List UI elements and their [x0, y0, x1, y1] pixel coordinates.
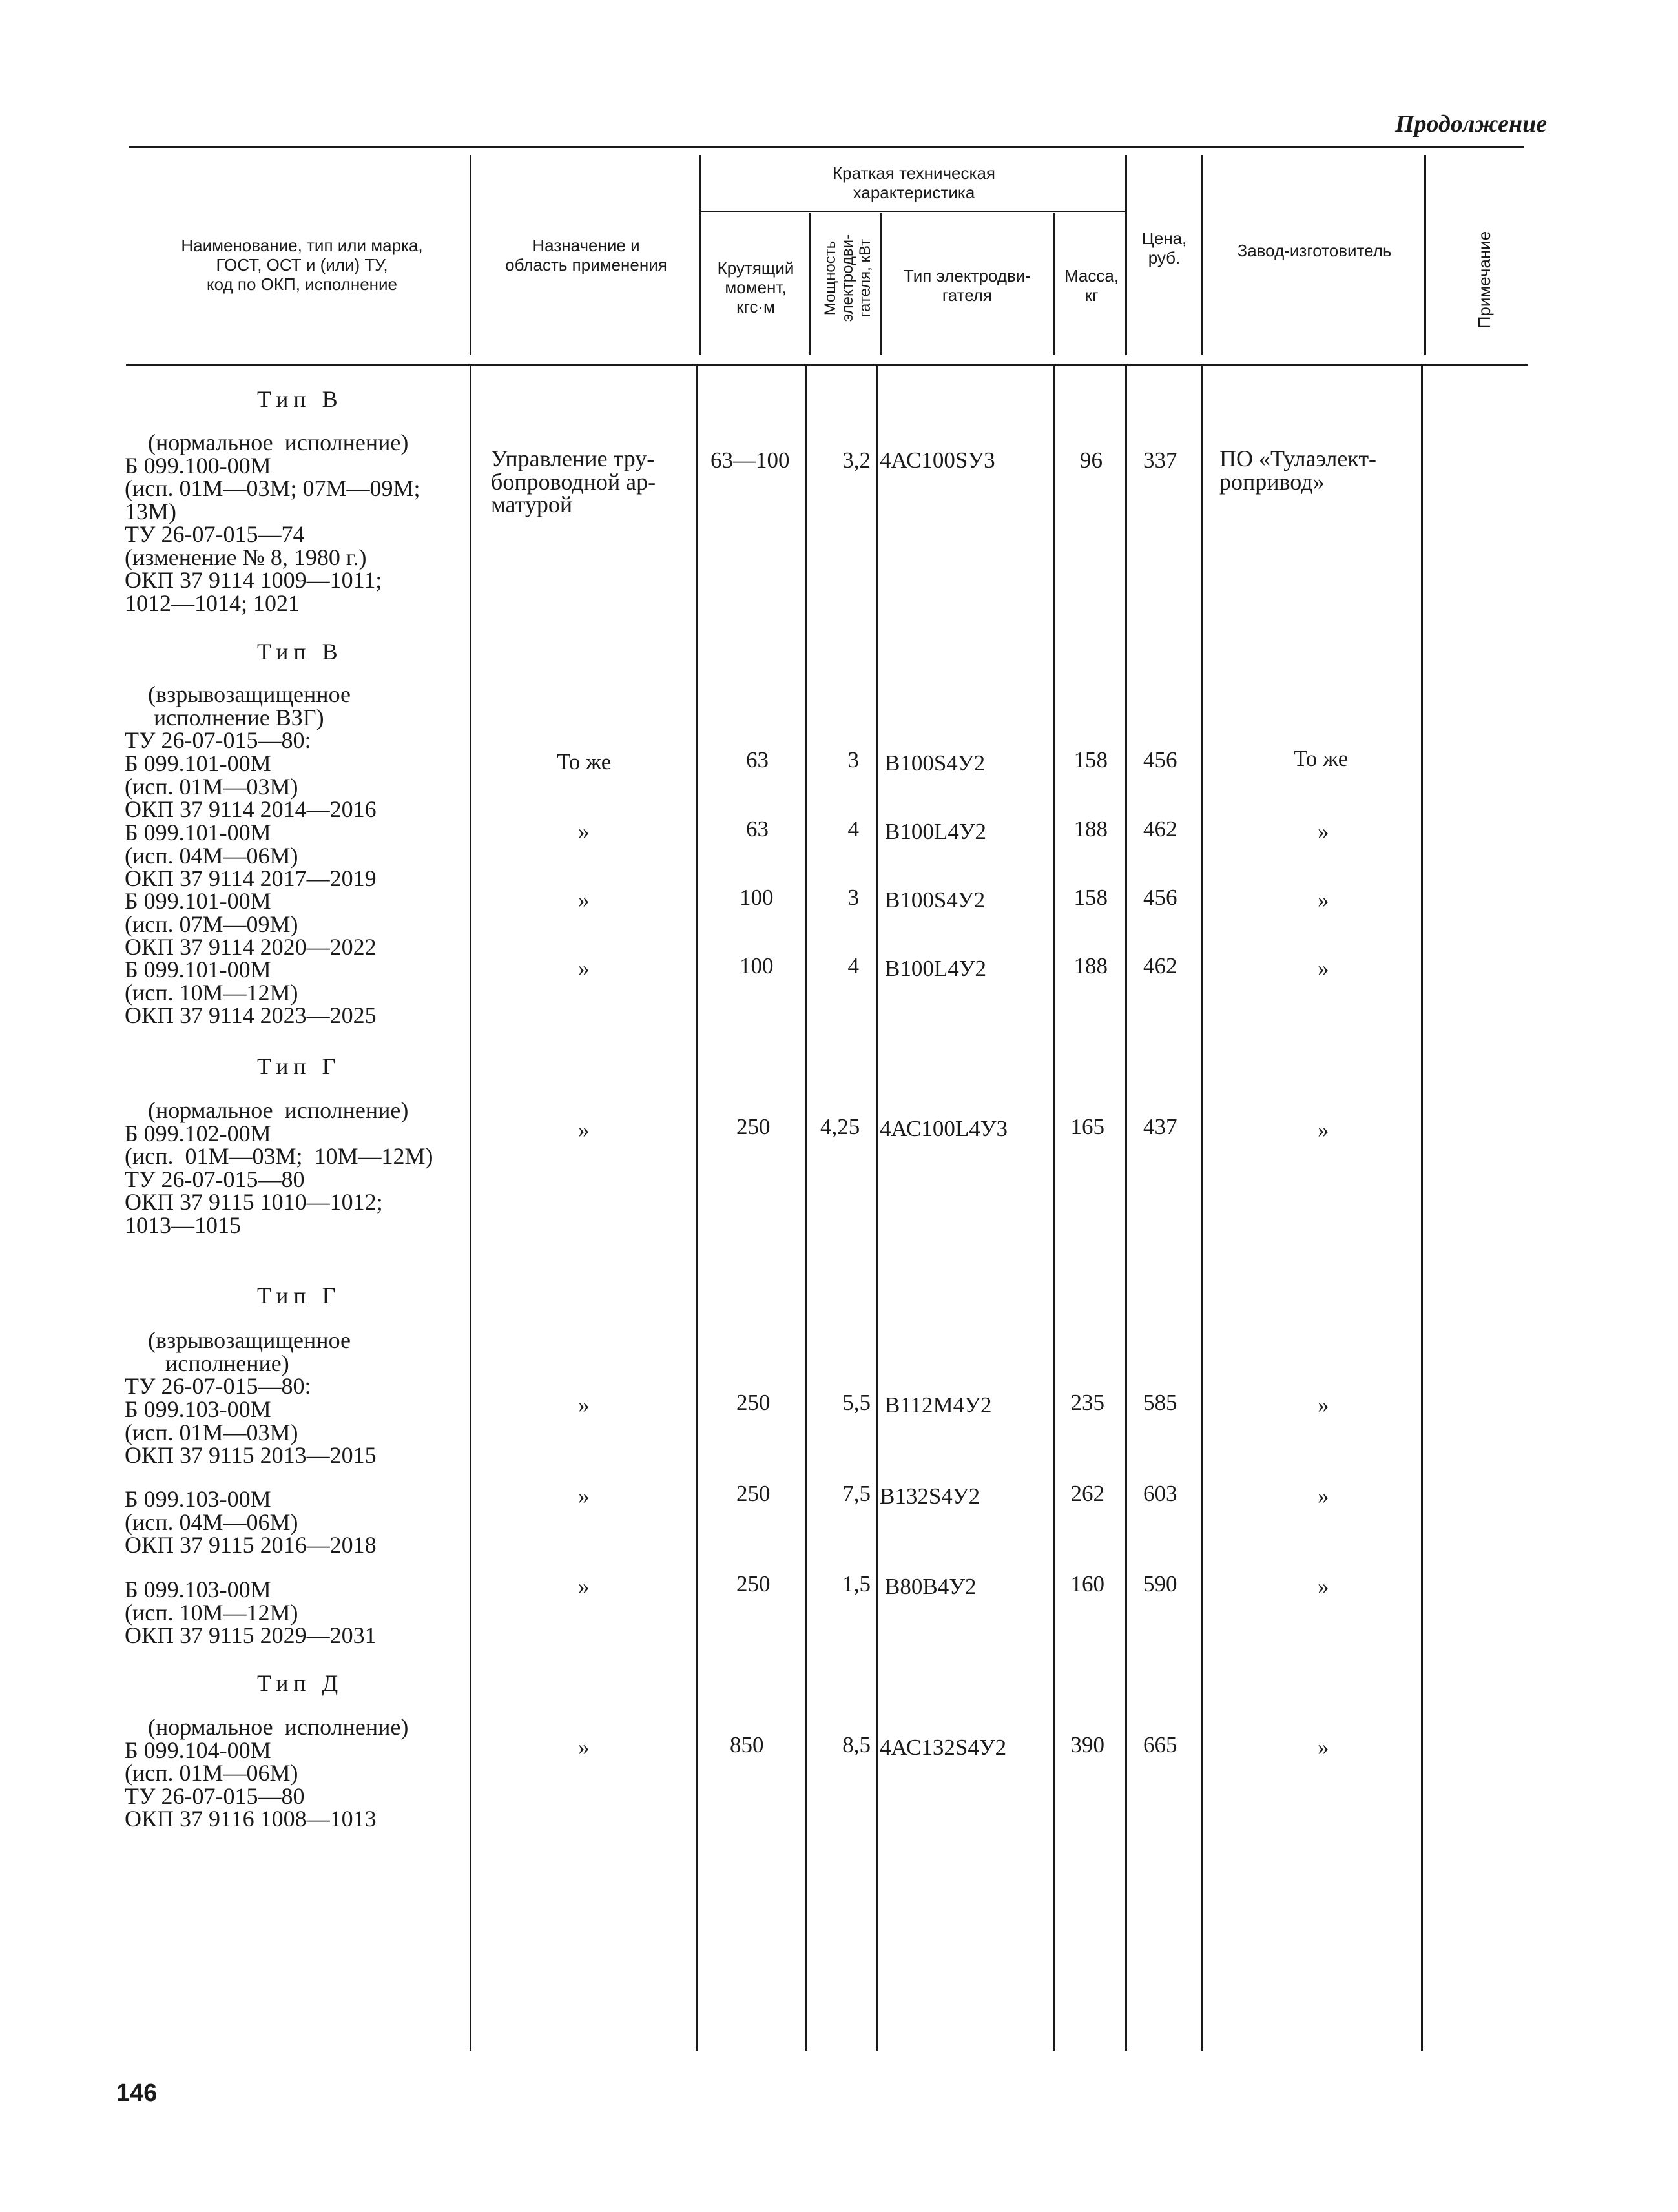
- row-manufacturer: »: [1318, 1392, 1329, 1418]
- section-type-title: Тип В: [257, 639, 343, 665]
- row-spec: Б 099.103-00М (исп. 01М—03М) ОКП 37 9115 2013—2015: [125, 1396, 377, 1468]
- row-torque: 100: [740, 953, 774, 978]
- row-mass: 160: [1070, 1571, 1104, 1597]
- row-mass: 390: [1070, 1732, 1104, 1757]
- header-bottom-rule: [126, 364, 1528, 366]
- row-price: 437: [1143, 1114, 1177, 1139]
- row-motor-type: В112М4У2: [885, 1392, 992, 1418]
- row-power: 4: [847, 953, 859, 978]
- row-power: 8,5: [842, 1732, 871, 1757]
- header-tech-group: Краткая техническая характеристика: [833, 163, 995, 202]
- row-purpose: »: [578, 1117, 590, 1142]
- row-purpose: Управление тру- бопроводной ар- матурой: [491, 446, 656, 517]
- row-price: 665: [1143, 1732, 1177, 1757]
- row-mass: 158: [1073, 747, 1108, 772]
- row-motor-type: В100S4У2: [885, 887, 986, 913]
- row-motor-type: 4АС132S4У2: [880, 1735, 1007, 1760]
- row-mass: 96: [1080, 448, 1103, 473]
- row-torque: 850: [730, 1732, 764, 1757]
- header-manufacturer: Завод-изготовитель: [1237, 241, 1392, 260]
- header-mass: Масса, кг: [1064, 266, 1119, 305]
- row-spec: Б 099.101-00М (исп. 01М—03М) ОКП 37 9114 2014—2016: [125, 750, 377, 822]
- row-power: 5,5: [842, 1390, 871, 1415]
- row-manufacturer: »: [1318, 1574, 1329, 1599]
- row-price: 585: [1143, 1390, 1177, 1415]
- section-type-title: Тип Г: [257, 1283, 341, 1308]
- header-note: Примечание: [1475, 231, 1494, 329]
- row-torque: 250: [736, 1114, 771, 1139]
- row-torque: 100: [740, 885, 774, 910]
- row-mass: 165: [1070, 1114, 1104, 1139]
- row-mass: 235: [1070, 1390, 1104, 1415]
- section-type-title: Тип В: [257, 386, 343, 412]
- row-spec: Б 099.103-00М (исп. 10М—12М) ОКП 37 9115 2029—2031: [125, 1576, 377, 1648]
- section-description: (нормальное исполнение) Б 099.100-00М (исп. 01М—03М; 07М—09М; 13М) ТУ 26-07-015—74 (изменение № 8, 1980 г.) ОКП 37 9114 1009—1011; 1012—1014; 1021: [125, 429, 420, 616]
- header-torque: Крутящий момент, кгс·м: [717, 258, 794, 316]
- row-manufacturer: То же: [1294, 746, 1349, 771]
- row-price: 456: [1143, 747, 1177, 772]
- row-torque: 63: [746, 747, 769, 772]
- row-torque: 250: [736, 1571, 771, 1597]
- header-name: Наименование, тип или марка, ГОСТ, ОСТ и (или) ТУ, код по ОКП, исполнение: [181, 236, 423, 294]
- row-mass: 158: [1073, 885, 1108, 910]
- row-purpose: »: [578, 819, 590, 844]
- header-divider: [1053, 213, 1055, 355]
- body-divider: [470, 364, 471, 2051]
- row-purpose: »: [578, 1392, 590, 1418]
- page-number: 146: [116, 2080, 158, 2107]
- row-motor-type: 4АС100L4У3: [880, 1116, 1008, 1141]
- header-power: Мощность электродви- гателя, кВт: [822, 234, 874, 322]
- row-motor-type: В100S4У2: [885, 750, 986, 776]
- section-description: (нормальное исполнение) Б 099.104-00М (исп. 01М—06М) ТУ 26-07-015—80 ОКП 37 9116 1008—1013: [125, 1714, 409, 1832]
- header-divider: [699, 155, 701, 355]
- row-power: 4: [847, 816, 859, 842]
- row-torque: 63: [746, 816, 769, 842]
- row-price: 462: [1143, 816, 1177, 842]
- header-divider: [1424, 155, 1426, 355]
- row-price: 337: [1143, 448, 1177, 473]
- body-divider: [1201, 364, 1203, 2051]
- tech-group-rule: [701, 211, 1127, 212]
- row-spec: Б 099.101-00М (исп. 10М—12М) ОКП 37 9114 2023—2025: [125, 956, 377, 1028]
- row-motor-type: В132S4У2: [880, 1483, 980, 1509]
- section-description: (взрывозащищенное исполнение) ТУ 26-07-015—80:: [125, 1327, 351, 1399]
- row-price: 603: [1143, 1481, 1177, 1506]
- row-purpose: »: [578, 887, 590, 913]
- row-manufacturer: »: [1318, 819, 1329, 844]
- body-divider: [1125, 364, 1127, 2051]
- header-divider: [470, 155, 471, 355]
- row-price: 590: [1143, 1571, 1177, 1597]
- row-power: 3: [847, 885, 859, 910]
- body-divider: [696, 364, 698, 2051]
- row-spec: Б 099.101-00М (исп. 04М—06М) ОКП 37 9114 2017—2019: [125, 820, 377, 891]
- row-power: 3,2: [842, 448, 871, 473]
- row-torque: 63—100: [710, 448, 790, 473]
- row-manufacturer: »: [1318, 887, 1329, 913]
- row-purpose: То же: [557, 749, 612, 774]
- row-price: 456: [1143, 885, 1177, 910]
- row-purpose: »: [578, 1735, 590, 1760]
- row-purpose: »: [578, 1483, 590, 1509]
- row-motor-type: В80В4У2: [885, 1574, 977, 1599]
- row-manufacturer: »: [1318, 1483, 1329, 1509]
- row-spec: Б 099.101-00М (исп. 07М—09М) ОКП 37 9114 2020—2022: [125, 888, 377, 960]
- row-power: 3: [847, 747, 859, 772]
- row-power: 7,5: [842, 1481, 871, 1506]
- row-torque: 250: [736, 1390, 771, 1415]
- row-purpose: »: [578, 1574, 590, 1599]
- row-motor-type: В100L4У2: [885, 956, 987, 981]
- section-description: (взрывозащищенное исполнение ВЗГ) ТУ 26-07-015—80:: [125, 681, 351, 753]
- row-motor-type: 4АС100SУ3: [880, 448, 995, 473]
- row-spec: Б 099.103-00М (исп. 04М—06М) ОКП 37 9115 2016—2018: [125, 1486, 377, 1558]
- header-motor-type: Тип электродви- гателя: [904, 266, 1031, 305]
- row-price: 462: [1143, 953, 1177, 978]
- section-type-title: Тип Г: [257, 1053, 341, 1079]
- row-manufacturer: ПО «Тулаэлект- ропривод»: [1219, 446, 1377, 495]
- table-top-rule: [129, 146, 1524, 148]
- header-purpose: Назначение и область применения: [505, 236, 667, 274]
- section-description: (нормальное исполнение) Б 099.102-00М (исп. 01М—03М; 10М—12М) ТУ 26-07-015—80 ОКП 37 9115 1010—1012; 1013—1015: [125, 1097, 433, 1238]
- row-mass: 188: [1073, 816, 1108, 842]
- section-type-title: Тип Д: [257, 1670, 344, 1696]
- row-manufacturer: »: [1318, 1117, 1329, 1142]
- header-price: Цена, руб.: [1141, 229, 1187, 267]
- body-divider: [1421, 364, 1423, 2051]
- header-divider: [1201, 155, 1203, 355]
- continuation-label: Продолжение: [1395, 110, 1548, 138]
- row-power: 4,25: [820, 1114, 860, 1139]
- row-motor-type: В100L4У2: [885, 819, 987, 844]
- row-mass: 262: [1070, 1481, 1104, 1506]
- row-manufacturer: »: [1318, 956, 1329, 981]
- body-divider: [876, 364, 878, 2051]
- row-torque: 250: [736, 1481, 771, 1506]
- body-divider: [1053, 364, 1055, 2051]
- row-purpose: »: [578, 956, 590, 981]
- body-divider: [805, 364, 807, 2051]
- row-manufacturer: »: [1318, 1735, 1329, 1760]
- row-mass: 188: [1073, 953, 1108, 978]
- row-power: 1,5: [842, 1571, 871, 1597]
